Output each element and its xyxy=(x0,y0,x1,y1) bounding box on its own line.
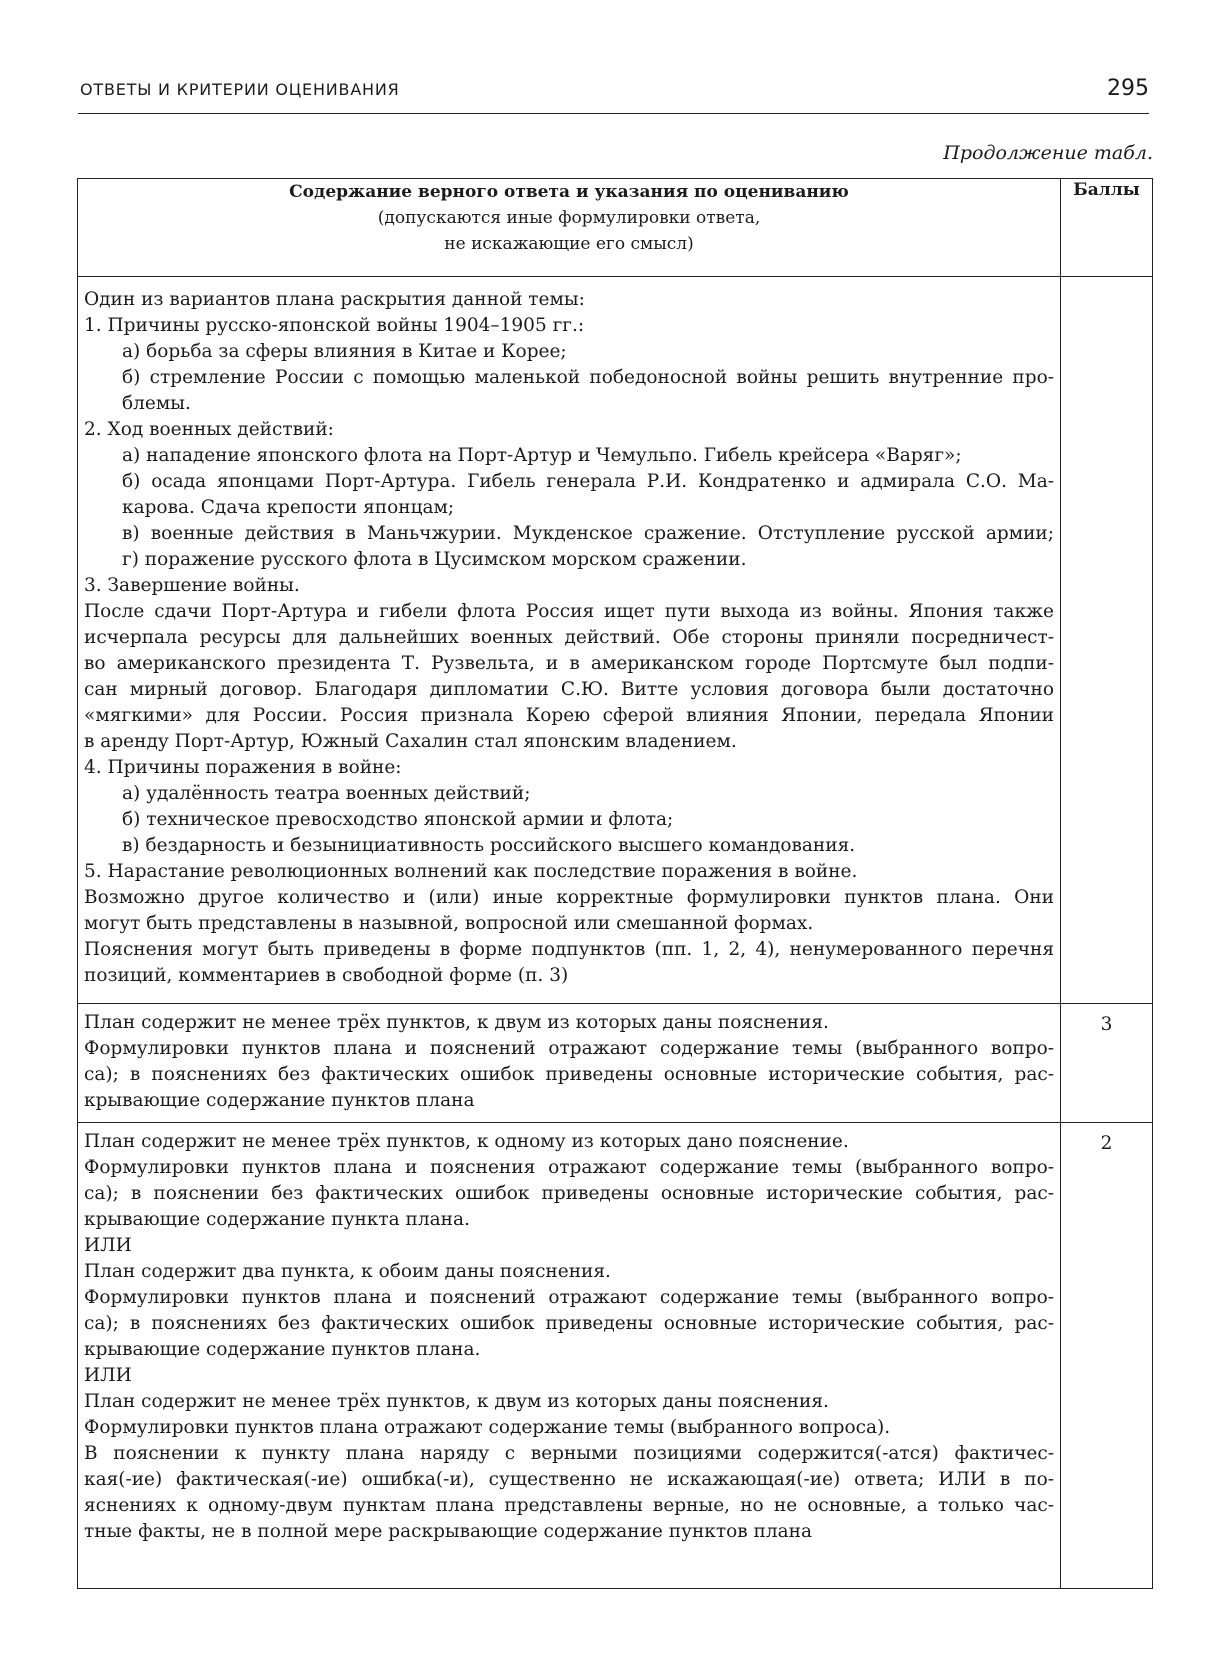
plan-line: во американского президента Т. Рузвельта, и в американском городе Портсмуте был подпи- xyxy=(84,653,1054,674)
plan-line: 3. Завершение войны. xyxy=(84,575,300,596)
criterion-line: кая(-ие) фактическая(-ие) ошибка(-и), существенно не искажающая(-ие) ответа; ИЛИ в по- xyxy=(84,1469,1054,1490)
plan-line: а) борьба за сферы влияния в Китае и Корее; xyxy=(122,341,567,362)
plan-line: сан мирный договор. Благодаря дипломатии С.Ю. Витте условия договора были достаточно xyxy=(84,679,1054,700)
criterion-line: В пояснении к пункту плана наряду с верными позициями содержится(-атся) фактичес- xyxy=(84,1443,1054,1464)
content-column-note-2: не искажающие его смысл) xyxy=(444,234,694,254)
plan-line: б) стремление России с помощью маленькой победоносной войны решить внутренние про- xyxy=(122,367,1054,388)
points-column-header: Баллы xyxy=(1061,179,1153,277)
plan-line: 5. Нарастание революционных волнений как последствие поражения в войне. xyxy=(84,861,858,882)
criterion-text-cell xyxy=(78,1123,1061,1589)
plan-row xyxy=(78,277,1153,1004)
criterion-line: План содержит не менее трёх пунктов, к одному из которых дано пояснение. xyxy=(84,1131,849,1152)
criterion-text-cell xyxy=(78,1004,1061,1123)
plan-line: а) нападение японского флота на Порт-Артур и Чемульпо. Гибель крейсера «Варяг»; xyxy=(122,445,962,466)
criterion-line: Формулировки пунктов плана и пояснений отражают содержание темы (выбранного вопро- xyxy=(84,1038,1054,1059)
plan-line: г) поражение русского флота в Цусимском морском сражении. xyxy=(122,549,747,570)
criterion-points: 2 xyxy=(1061,1123,1153,1589)
plan-line: могут быть представлены в назывной, вопросной или смешанной формах. xyxy=(84,913,814,934)
criterion-line: План содержит не менее трёх пунктов, к двум из которых даны пояснения. xyxy=(84,1391,829,1412)
plan-line: Возможно другое количество и (или) иные корректные формулировки пунктов плана. Они xyxy=(84,887,1054,908)
plan-line: 1. Причины русско-японской войны 1904–1905 гг.: xyxy=(84,315,585,336)
plan-line: 2. Ход военных действий: xyxy=(84,419,334,440)
plan-line: в аренду Порт-Артур, Южный Сахалин стал японским владением. xyxy=(84,731,737,752)
plan-line: в) бездарность и безынициативность российского высшего командования. xyxy=(122,835,856,856)
plan-line: 4. Причины поражения в войне: xyxy=(84,757,402,778)
criterion-line: са); в пояснениях без фактических ошибок приведены основные исторические события, рас- xyxy=(84,1313,1054,1334)
plan-line: а) удалённость театра военных действий; xyxy=(122,783,531,804)
header-rule xyxy=(78,113,1149,114)
criterion-line: План содержит два пункта, к обоим даны пояснения. xyxy=(84,1261,611,1282)
plan-line: в) военные действия в Маньчжурии. Мукденское сражение. Отступление русской армии; xyxy=(122,523,1054,544)
criterion-or-separator: ИЛИ xyxy=(84,1365,132,1386)
plan-line: исчерпала ресурсы для дальнейших военных действий. Обе стороны приняли посредничест- xyxy=(84,627,1054,648)
plan-line: карова. Сдача крепости японцам; xyxy=(122,497,455,518)
continuation-note: Продолжение табл. xyxy=(943,142,1153,164)
criterion-line: Формулировки пунктов плана отражают содержание темы (выбранного вопроса). xyxy=(84,1417,891,1438)
plan-line: Пояснения могут быть приведены в форме подпунктов (пп. 1, 2, 4), ненумерованного перечня xyxy=(84,939,1054,960)
plan-cell xyxy=(78,277,1061,1004)
criterion-line: са); в пояснениях без фактических ошибок приведены основные исторические события, рас- xyxy=(84,1064,1054,1085)
running-title: ОТВЕТЫ И КРИТЕРИИ ОЦЕНИВАНИЯ xyxy=(80,80,400,99)
content-column-note-1: (допускаются иные формулировки ответа, xyxy=(377,208,761,228)
plan-line: Один из вариантов плана раскрытия данной темы: xyxy=(84,289,585,310)
plan-line: «мягкими» для России. Россия признала Корею сферой влияния Японии, передала Японии xyxy=(84,705,1054,726)
criterion-line: Формулировки пунктов плана и пояснений отражают содержание темы (выбранного вопро- xyxy=(84,1287,1054,1308)
criterion-line: яснениях к одному-двум пунктам плана представлены верные, но не основные, а только час- xyxy=(84,1495,1054,1516)
page-number: 295 xyxy=(1107,76,1149,101)
criterion-or-separator: ИЛИ xyxy=(84,1235,132,1256)
plan-line: После сдачи Порт-Артура и гибели флота Россия ищет пути выхода из войны. Япония также xyxy=(84,601,1054,622)
criterion-row-3 xyxy=(78,1004,1153,1123)
assessment-table xyxy=(77,178,1153,1589)
plan-line: позиций, комментариев в свободной форме (п. 3) xyxy=(84,965,569,986)
content-column-header xyxy=(78,179,1061,277)
criterion-line: Формулировки пунктов плана и пояснения отражают содержание темы (выбранного вопро- xyxy=(84,1157,1054,1178)
criterion-line: крывающие содержание пунктов плана xyxy=(84,1090,475,1111)
criterion-line: са); в пояснении без фактических ошибок приведены основные исторические события, рас- xyxy=(84,1183,1054,1204)
criterion-line: крывающие содержание пунктов плана. xyxy=(84,1339,481,1360)
criterion-line: План содержит не менее трёх пунктов, к двум из которых даны пояснения. xyxy=(84,1012,829,1033)
criterion-row-2 xyxy=(78,1123,1153,1589)
plan-line: б) техническое превосходство японской армии и флота; xyxy=(122,809,674,830)
plan-line: б) осада японцами Порт-Артура. Гибель генерала Р.И. Кондратенко и адмирала С.О. Ма- xyxy=(122,471,1054,492)
criterion-line: крывающие содержание пункта плана. xyxy=(84,1209,470,1230)
criterion-line: тные факты, не в полной мере раскрывающие содержание пунктов плана xyxy=(84,1521,813,1542)
criterion-points: 3 xyxy=(1061,1004,1153,1123)
plan-line: блемы. xyxy=(122,393,191,414)
content-column-title: Содержание верного ответа и указания по оцениванию xyxy=(289,182,849,202)
table-header-row xyxy=(78,179,1153,277)
plan-points-cell xyxy=(1061,277,1153,1004)
